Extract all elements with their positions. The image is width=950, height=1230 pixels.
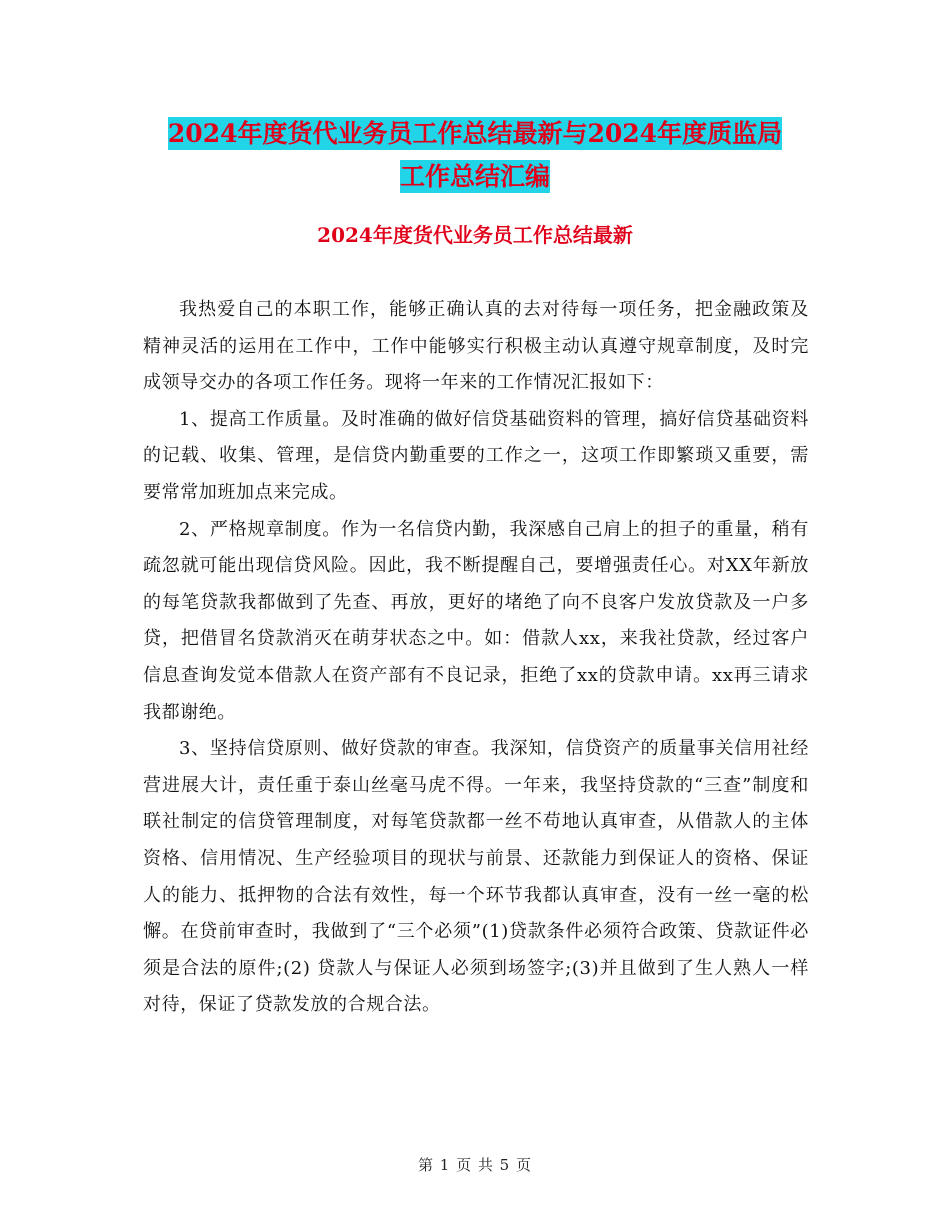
document-title-line-2: 工作总结汇编 <box>399 162 550 191</box>
document-title <box>0 112 950 198</box>
paragraph-item-3: 3、坚持信贷原则、做好贷款的审查。我深知，信贷资产的质量事关信用社经营进展大计，责任重于泰山丝毫马虎不得。一年来，我坚持贷款的“三查”制度和联社制定的信贷管理制度，对每笔贷款都一丝不苟地认真审查，从借款人的主体资格、信用情况、生产经验项目的现状与前景、还款能力到保证人的资格、保证人的能力、抵押物的合法有效性，每一个环节我都认真审查，没有一丝一毫的松懈。在贷前审查时，我做到了“三个必须”(1)贷款条件必须符合政策、贷款证件必须是合法的原件;(2) 贷款人与保证人必须到场签字;(3)并且做到了生人熟人一样对待，保证了贷款发放的合规合法。 <box>143 738 809 1016</box>
paragraph-item-1: 1、提高工作质量。及时准确的做好信贷基础资料的管理，搞好信贷基础资料的记载、收集、管理，是信贷内勤重要的工作之一，这项工作即繁琐又重要，需要常常加班加点来完成。 <box>143 408 809 503</box>
section-title: 2024年度货代业务员工作总结最新 <box>317 223 633 247</box>
page-number-footer: 第 1 页 共 5 页 <box>418 1156 532 1174</box>
paragraph-intro: 我热爱自己的本职工作，能够正确认真的去对待每一项任务，把金融政策及精神灵活的运用在工作中，工作中能够实行积极主动认真遵守规章制度，及时完成领导交办的各项工作任务。现将一年来的工作情况汇报如下： <box>143 299 809 394</box>
document-title-line-1: 2024年度货代业务员工作总结最新与2024年度质监局 <box>167 119 783 148</box>
document-body <box>143 292 809 1024</box>
paragraph-item-2: 2、严格规章制度。作为一名信贷内勤，我深感自己肩上的担子的重量，稍有疏忽就可能出现信贷风险。因此，我不断提醒自己，要增强责任心。对XX年新放的每笔贷款我都做到了先查、再放，更好的堵绝了向不良客户发放贷款及一户多贷，把借冒名贷款消灭在萌芽状态之中。如：借款人xx，来我社贷款，经过客户信息查询发觉本借款人在资产部有不良记录，拒绝了xx的贷款申请。xx再三请求我都谢绝。 <box>143 518 809 723</box>
